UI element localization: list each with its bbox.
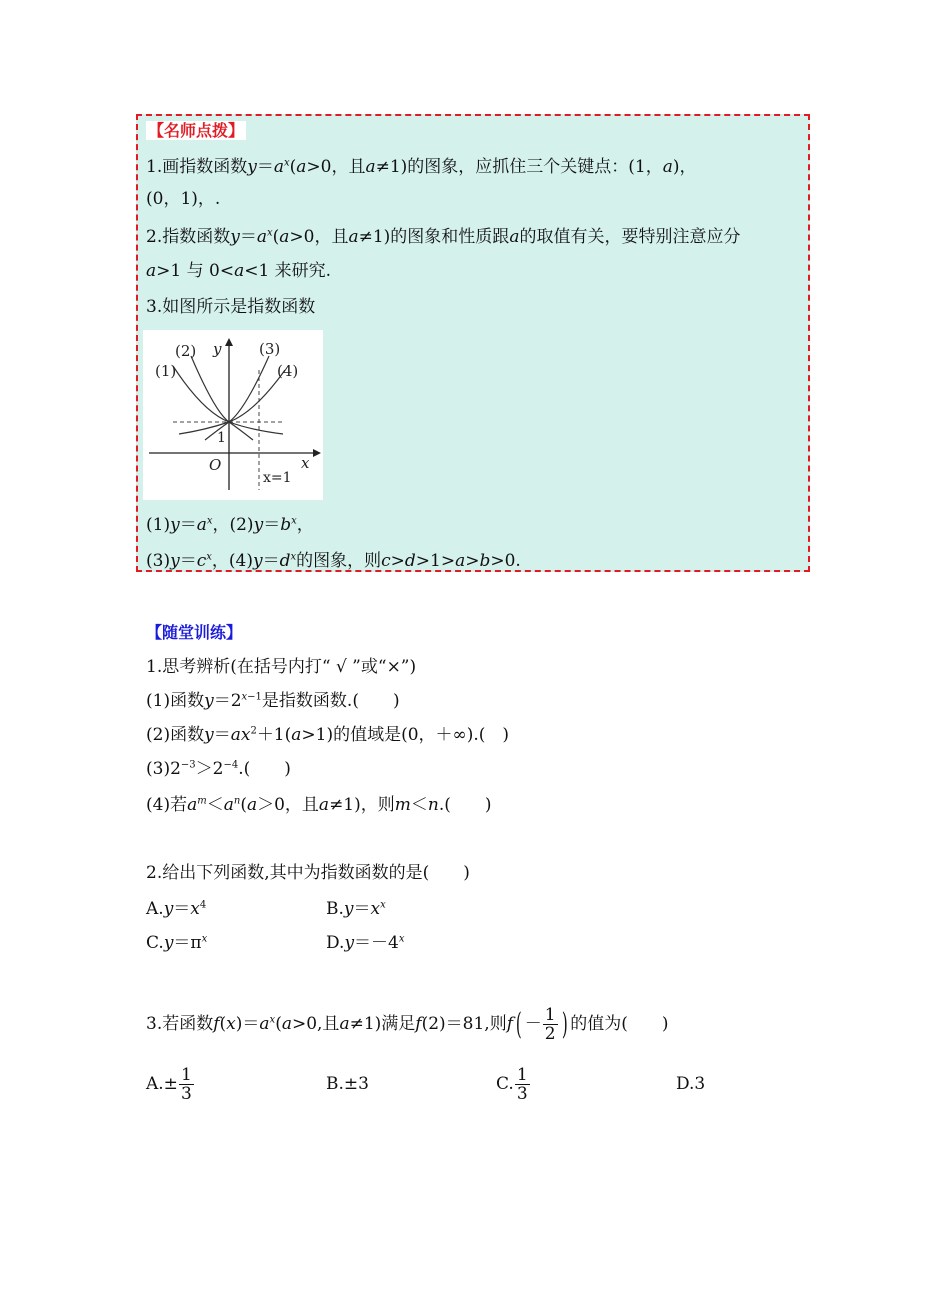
curve-1 <box>173 366 283 434</box>
origin-label: O <box>209 456 222 474</box>
fraction-one-half: $\frac{1}{2}$ <box>544 1005 556 1044</box>
tip-caption-2: $(3)y=c^x$，$(4)y=d^x$的图象，则c>d>1>a>b>0. <box>146 551 521 571</box>
question-3-option-c: C. $\frac{1}{3}$ <box>496 1065 528 1104</box>
question-1: 1.思考辨析(在括号内打“ √ ”或“×”) <box>146 657 417 677</box>
question-3: 3.若函数$f(x)=a^x(a>0$,且a≠1)满足f(2)＝81,则f( － $\frac{1}{2}$ ) 的值为( ) <box>146 1005 669 1044</box>
tip-paragraph-1: 1.画指数函数$y=a^x(a>0$，且a≠1)的图象，应抓住三个关键点：(1，a)， <box>146 157 697 177</box>
curve-4-label: (4) <box>277 362 299 380</box>
tip-caption-1: $(1)y=a^x$，$(2)y=b^x$， <box>146 515 314 535</box>
practice-heading: 【随堂训练】 <box>146 623 243 642</box>
fraction-one-third-a: $\frac{1}{3}$ <box>180 1065 192 1104</box>
curve-1-label: (1) <box>155 362 177 380</box>
tip-paragraph-2: 2.指数函数$y=a^x(a>0$，且a≠1)的图象和性质跟a的取值有关，要特别注意应分 <box>146 227 741 247</box>
question-2-option-c: $C.y=\pi^x$ <box>146 933 208 953</box>
question-1-item-3: $(3)2^{-3}>2^{-4}$.( ) <box>146 759 291 779</box>
y-axis-label: y <box>213 340 222 358</box>
curve-2-label: (2) <box>175 342 197 360</box>
question-3-option-b: B.±3 <box>326 1074 369 1094</box>
tip-heading: 【名师点拨】 <box>148 121 245 140</box>
one-label: 1 <box>217 430 226 446</box>
question-3-option-d: D.3 <box>676 1074 706 1094</box>
question-1-item-2: (2)函数$y=ax^2+1(a>1)$的值域是(0，＋∞).( ) <box>146 725 510 745</box>
question-2: 2.给出下列函数,其中为指数函数的是( ) <box>146 863 470 883</box>
fraction-one-third-c: $\frac{1}{3}$ <box>516 1065 528 1104</box>
tip-paragraph-3: 3.如图所示是指数函数 <box>146 297 316 317</box>
x-axis-label: x <box>301 454 310 472</box>
question-2-option-b: $B.y=x^x$ <box>326 899 386 919</box>
curve-3-label: (3) <box>259 340 281 358</box>
exponential-graph-figure <box>143 330 323 500</box>
question-1-item-4: (4)若$a^m<a^n(a>0$，且a≠1)，则m＜n.( ) <box>146 795 492 815</box>
question-3-option-a: A.± $\frac{1}{3}$ <box>146 1065 192 1104</box>
question-2-option-d: $D.y=-4^x$ <box>326 933 405 953</box>
exponential-graph <box>143 330 323 500</box>
tip-paragraph-1-cont: (0，1)，. <box>146 189 221 209</box>
question-1-item-1: (1)函数$y=2^{x-1}$是指数函数.( ) <box>146 691 400 711</box>
tip-paragraph-2-cont: a>1 与 0<a<1 来研究. <box>146 261 332 281</box>
x-axis-arrow <box>313 449 321 457</box>
question-2-option-a: $A.y=x^4$ <box>146 899 207 919</box>
x-equals-1-label: x=1 <box>263 470 292 486</box>
y-axis-arrow <box>225 338 233 346</box>
